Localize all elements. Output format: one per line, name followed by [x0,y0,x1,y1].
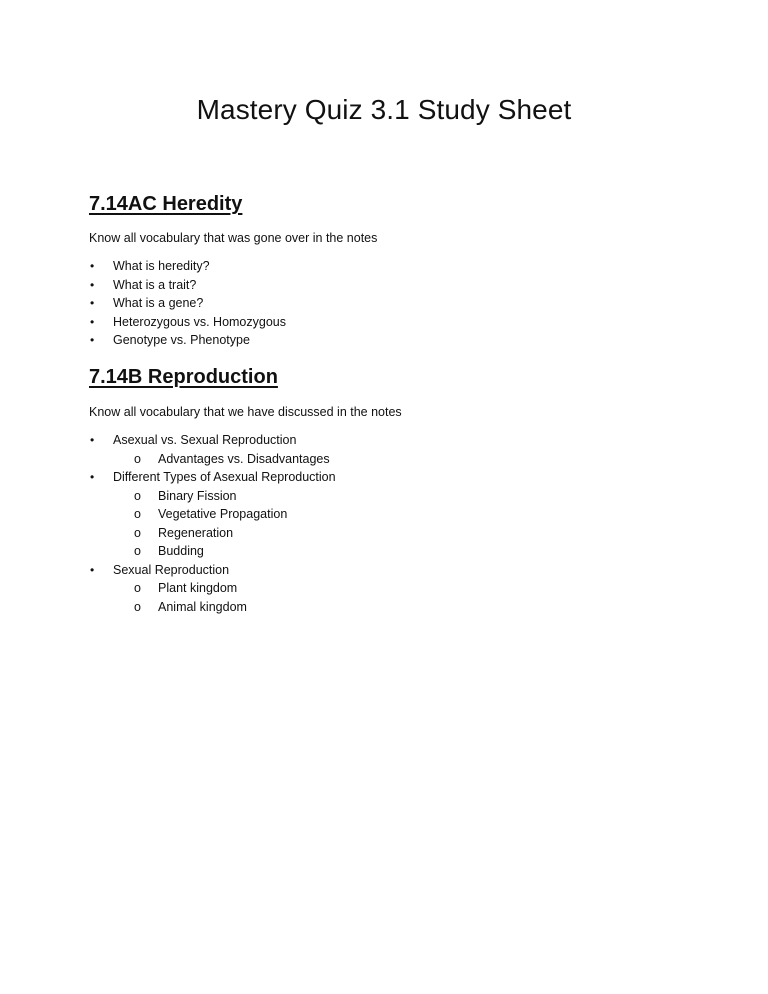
bullet-icon: • [90,470,95,484]
list-item-text: What is heredity? [113,259,210,273]
page-title: Mastery Quiz 3.1 Study Sheet [196,94,572,125]
bullet-icon: • [90,277,95,292]
section-intro: Know all vocabulary that we have discussed in the notes [89,405,402,419]
sub-list [113,487,709,561]
sub-bullet-icon: o [134,599,141,614]
sub-list-item [113,524,709,543]
bullet-icon: • [90,296,95,310]
sub-list [113,579,709,616]
list-item-text: Heterozygous vs. Homozygous [113,314,286,329]
sub-list-item [113,598,709,617]
sub-list-item-text: Animal kingdom [158,599,247,614]
bullet-list [89,257,709,350]
list-item [89,561,709,617]
sub-bullet-icon: o [134,581,141,595]
section-heredity [89,190,709,350]
list-item-text: Asexual vs. Sexual Reproduction [113,433,297,447]
sub-bullet-icon: o [134,544,141,558]
sub-list [113,450,709,469]
bullet-icon: • [90,562,95,577]
bullet-icon: • [90,314,95,329]
sub-list-item [113,579,709,598]
section-intro: Know all vocabulary that was gone over in the notes [89,231,378,245]
list-item [89,331,709,350]
list-item [89,294,709,313]
list-item [89,468,709,561]
list-item [89,431,709,468]
sub-list-item-text: Plant kingdom [158,581,238,595]
sub-list-item [113,542,709,561]
sub-list-item-text: Advantages vs. Disadvantages [158,451,330,466]
list-item [89,313,709,332]
sub-bullet-icon: o [134,488,141,503]
sub-bullet-icon: o [134,451,141,466]
bullet-list [89,431,709,616]
list-item-text: Genotype vs. Phenotype [113,333,250,347]
sub-bullet-icon: o [134,507,141,521]
list-item-text: What is a gene? [113,296,204,310]
sub-list-item-text: Vegetative Propagation [158,507,288,521]
list-item [89,257,709,276]
bullet-icon: • [90,333,95,347]
sub-list-item [113,487,709,506]
list-item [89,276,709,295]
list-item-text: Different Types of Asexual Reproduction [113,470,336,484]
sub-bullet-icon: o [134,525,141,540]
sub-list-item-text: Binary Fission [158,488,237,503]
sub-list-item [113,450,709,469]
sub-list-item [113,505,709,524]
list-item-text: What is a trait? [113,277,197,292]
list-item-text: Sexual Reproduction [113,562,230,577]
bullet-icon: • [90,433,95,447]
sub-list-item-text: Regeneration [158,525,234,540]
section-heading: 7.14B Reproduction [89,366,278,388]
section-reproduction [89,363,709,616]
sub-list-item-text: Budding [158,544,204,558]
section-heading: 7.14AC Heredity [89,193,243,215]
bullet-icon: • [90,259,95,273]
